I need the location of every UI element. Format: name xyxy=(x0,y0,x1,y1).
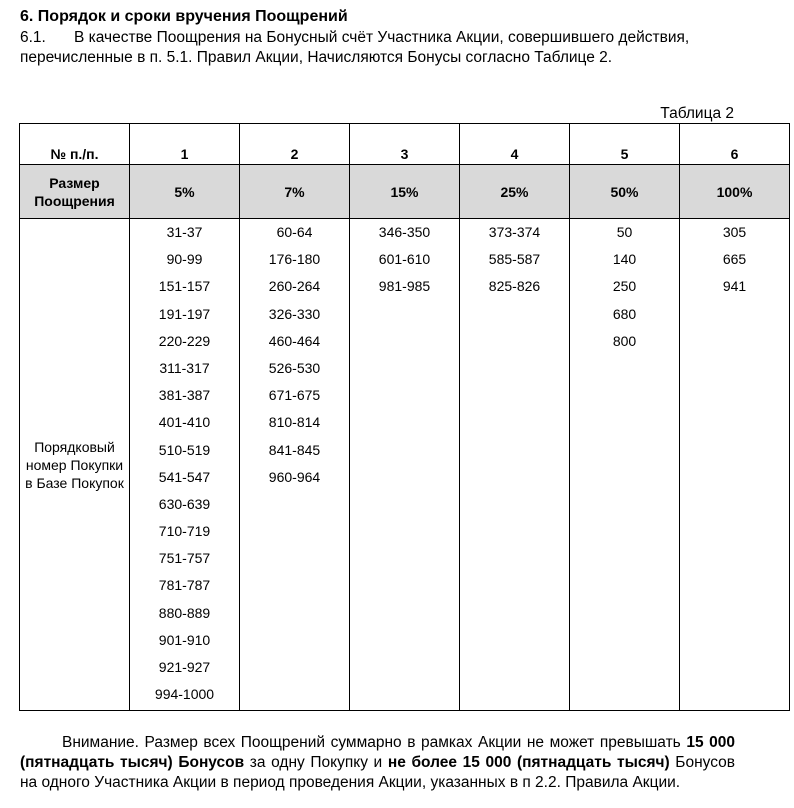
values-cell xyxy=(350,219,460,711)
size-cell: 5% xyxy=(130,165,240,219)
section-heading: 6. Порядок и сроки вручения Поощрений xyxy=(20,8,348,25)
purchase-range: 151-157 xyxy=(158,278,211,295)
paragraph-number: 6.1. xyxy=(20,29,46,46)
note-text: Бонусов на одного Участника Акции в период проведения Акции, указанных в п 2.2. Правила Акции. xyxy=(20,754,735,791)
purchase-range: 630-639 xyxy=(158,495,211,512)
bonus-table xyxy=(19,123,790,711)
purchase-range: 220-229 xyxy=(158,332,211,349)
size-label-cell: Размер Поощрения xyxy=(20,165,130,219)
purchase-range: 50 xyxy=(616,224,633,240)
intro-paragraph xyxy=(20,28,780,68)
header-label-cell: № п./п. xyxy=(20,124,130,165)
values-cell xyxy=(130,219,240,711)
purchase-range: 305 xyxy=(722,224,747,240)
purchase-range: 981-985 xyxy=(378,278,431,295)
purchase-range: 373-374 xyxy=(488,224,541,240)
purchase-range: 751-757 xyxy=(158,550,211,567)
values-cell xyxy=(460,219,570,711)
purchase-range: 880-889 xyxy=(158,604,211,621)
purchase-range: 921-927 xyxy=(158,659,211,675)
size-cell: 15% xyxy=(350,165,460,219)
purchase-range: 346-350 xyxy=(378,224,431,240)
purchase-range: 994-1000 xyxy=(154,686,215,703)
purchase-range: 841-845 xyxy=(268,441,321,458)
values-cell xyxy=(240,219,350,711)
purchase-range: 585-587 xyxy=(488,251,541,268)
purchase-range: 665 xyxy=(722,251,747,268)
purchase-range: 941 xyxy=(722,278,747,295)
column-number: 6 xyxy=(680,124,790,165)
purchase-range: 260-264 xyxy=(268,278,321,295)
header-row xyxy=(20,124,790,165)
size-cell: 7% xyxy=(240,165,350,219)
attention-note xyxy=(20,733,735,793)
note-bold-limit: не более 15 000 (пятнадцать тысяч) xyxy=(387,754,670,771)
note-text: Внимание. Размер всех Поощрений суммарно в рамках Акции не может превышать xyxy=(62,734,687,751)
row-label-cell: Порядковый номер Покупки в Базе Покупок xyxy=(20,219,130,711)
purchase-range: 810-814 xyxy=(268,414,321,431)
purchase-range: 710-719 xyxy=(158,523,211,540)
purchase-range: 311-317 xyxy=(159,359,210,376)
table-caption: Таблица 2 xyxy=(660,105,734,122)
purchase-range: 326-330 xyxy=(268,305,321,322)
purchase-range: 680 xyxy=(612,305,637,322)
column-number: 2 xyxy=(240,124,350,165)
purchase-range: 510-519 xyxy=(158,441,211,458)
purchase-range: 140 xyxy=(612,251,637,268)
purchase-range: 191-197 xyxy=(158,305,211,322)
purchase-range: 31-37 xyxy=(166,224,203,240)
note-text: за одну Покупку и xyxy=(244,754,388,771)
purchase-range: 60-64 xyxy=(276,224,313,240)
size-cell: 25% xyxy=(460,165,570,219)
paragraph-text: В качестве Поощрения на Бонусный счёт Участника Акции, совершившего действия, перечисленные в п. 5.1. Правил Акции, Начисляются Бонусы согласно Таблице 2. xyxy=(20,29,690,66)
purchase-range: 460-464 xyxy=(268,332,321,349)
purchase-range: 960-964 xyxy=(268,468,321,485)
column-number: 4 xyxy=(460,124,570,165)
purchase-range: 671-675 xyxy=(268,387,321,404)
column-number: 3 xyxy=(350,124,460,165)
note-bold-limit: 15 000 (пятнадцать тысяч) Бонусов xyxy=(20,734,735,771)
column-number: 1 xyxy=(130,124,240,165)
values-cell xyxy=(680,219,790,711)
purchase-range: 250 xyxy=(612,278,637,295)
size-row xyxy=(20,165,790,219)
purchase-range: 825-826 xyxy=(488,278,541,295)
values-row xyxy=(20,219,790,711)
column-number: 5 xyxy=(570,124,680,165)
purchase-range: 90-99 xyxy=(166,251,203,268)
purchase-range: 601-610 xyxy=(378,251,431,268)
purchase-range: 176-180 xyxy=(268,251,321,268)
size-cell: 100% xyxy=(680,165,790,219)
purchase-range: 800 xyxy=(612,332,637,349)
purchase-range: 401-410 xyxy=(158,414,211,431)
purchase-range: 526-530 xyxy=(268,359,321,376)
size-cell: 50% xyxy=(570,165,680,219)
purchase-range: 781-787 xyxy=(158,577,211,594)
values-cell xyxy=(570,219,680,711)
purchase-range: 901-910 xyxy=(158,631,211,648)
purchase-range: 381-387 xyxy=(158,387,211,404)
purchase-range: 541-547 xyxy=(158,468,211,485)
